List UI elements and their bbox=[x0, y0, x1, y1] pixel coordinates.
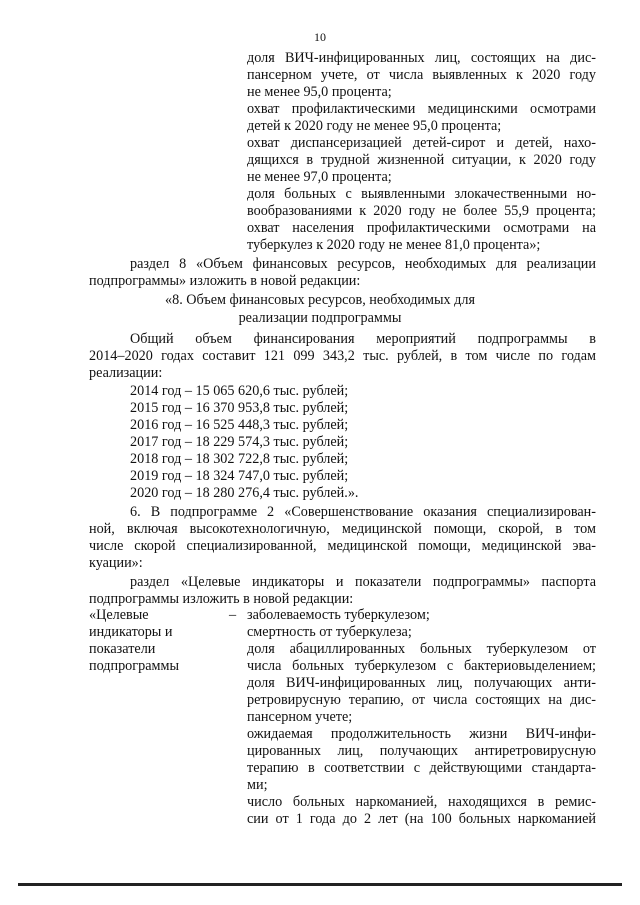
year-line: 2018 год – 18 302 722,8 тыс. рублей; bbox=[130, 451, 349, 467]
year-line: 2017 год – 18 229 574,3 тыс. рублей; bbox=[130, 434, 349, 450]
indicator-line: ожидаемая продолжительность жизни ВИЧ-инфи- bbox=[247, 726, 596, 742]
indicators-label-line: индикаторы и bbox=[89, 624, 173, 640]
item6-line: куации»: bbox=[89, 555, 143, 571]
passport-intro-line: раздел «Целевые индикаторы и показатели подпрограммы» паспорта bbox=[130, 574, 596, 590]
total-paragraph-line: Общий объем финансирования мероприятий подпрограммы в bbox=[130, 331, 596, 347]
year-line: 2020 год – 18 280 276,4 тыс. рублей.». bbox=[130, 485, 359, 501]
indicator-line: пансерном учете; bbox=[247, 709, 353, 725]
goal-line: не менее 97,0 процента; bbox=[247, 169, 392, 185]
indicator-line: число больных наркоманией, находящихся в ремис- bbox=[247, 794, 596, 810]
indicator-line: ми; bbox=[247, 777, 268, 793]
indicator-line: сии от 1 года до 2 лет (на 100 больных наркоманией bbox=[247, 811, 596, 827]
item6-line: числе скорой специализированной, медицинской помощи, медицинской эва- bbox=[89, 538, 596, 554]
indicator-line: числа больных туберкулезом с бактериовыделением; bbox=[247, 658, 596, 674]
indicator-line: цированных лиц, получающих антиретровирусную bbox=[247, 743, 596, 759]
bottom-rule bbox=[18, 883, 622, 886]
indicator-line: терапию в соответствии с действующими стандарта- bbox=[247, 760, 596, 776]
passport-intro-line: подпрограммы изложить в новой редакции: bbox=[89, 591, 354, 607]
indicator-line: ретровирусную терапию, от числа состоящих на дис- bbox=[247, 692, 596, 708]
goal-line: доля больных с выявленными злокачественными но- bbox=[247, 186, 596, 202]
goal-line: дящихся в трудной жизненной ситуации, к 2020 году bbox=[247, 152, 596, 168]
section8-heading: реализации подпрограммы bbox=[238, 310, 402, 326]
item6-line: 6. В подпрограмме 2 «Совершенствование оказания специализирован- bbox=[130, 504, 596, 520]
section8-heading: «8. Объем финансовых ресурсов, необходимых для bbox=[165, 292, 475, 308]
indicator-line: доля абациллированных больных туберкулезом от bbox=[247, 641, 596, 657]
goal-line: доля ВИЧ-инфицированных лиц, состоящих на дис- bbox=[247, 50, 596, 66]
goal-line: не менее 95,0 процента; bbox=[247, 84, 392, 100]
indicator-line: заболеваемость туберкулезом; bbox=[247, 607, 430, 623]
year-line: 2019 год – 18 324 747,0 тыс. рублей; bbox=[130, 468, 349, 484]
indicators-dash: – bbox=[229, 607, 237, 623]
goal-line: охват диспансеризацией детей-сирот и детей, нахо- bbox=[247, 135, 596, 151]
item6-line: ной, включая высокотехнологичную, медицинской помощи, скорой, в том bbox=[89, 521, 596, 537]
indicators-label-line: «Целевые bbox=[89, 607, 149, 623]
goal-line: туберкулез к 2020 году не менее 81,0 процента»; bbox=[247, 237, 541, 253]
section8-intro-line: раздел 8 «Объем финансовых ресурсов, необходимых для реализации bbox=[130, 256, 596, 272]
year-line: 2014 год – 15 065 620,6 тыс. рублей; bbox=[130, 383, 349, 399]
page-number: 10 bbox=[314, 30, 326, 44]
year-line: 2016 год – 16 525 448,3 тыс. рублей; bbox=[130, 417, 349, 433]
goal-line: охват профилактическими медицинскими осмотрами bbox=[247, 101, 596, 117]
goal-line: вообразованиями к 2020 году не более 55,9 процента; bbox=[247, 203, 596, 219]
total-paragraph-line: 2014–2020 годах составит 121 099 343,2 тыс. рублей, в том числе по годам bbox=[89, 348, 596, 364]
section8-intro-line: подпрограммы» изложить в новой редакции: bbox=[89, 273, 361, 289]
year-line: 2015 год – 16 370 953,8 тыс. рублей; bbox=[130, 400, 349, 416]
total-paragraph-line: реализации: bbox=[89, 365, 163, 381]
goal-line: детей к 2020 году не менее 95,0 процента; bbox=[247, 118, 502, 134]
indicator-line: доля ВИЧ-инфицированных лиц, получающих анти- bbox=[247, 675, 596, 691]
indicators-label-line: показатели bbox=[89, 641, 156, 657]
goal-line: пансерном учете, от числа выявленных к 2020 году bbox=[247, 67, 596, 83]
goal-line: охват населения профилактическими осмотрами на bbox=[247, 220, 596, 236]
indicators-label-line: подпрограммы bbox=[89, 658, 179, 674]
indicator-line: смертность от туберкулеза; bbox=[247, 624, 412, 640]
